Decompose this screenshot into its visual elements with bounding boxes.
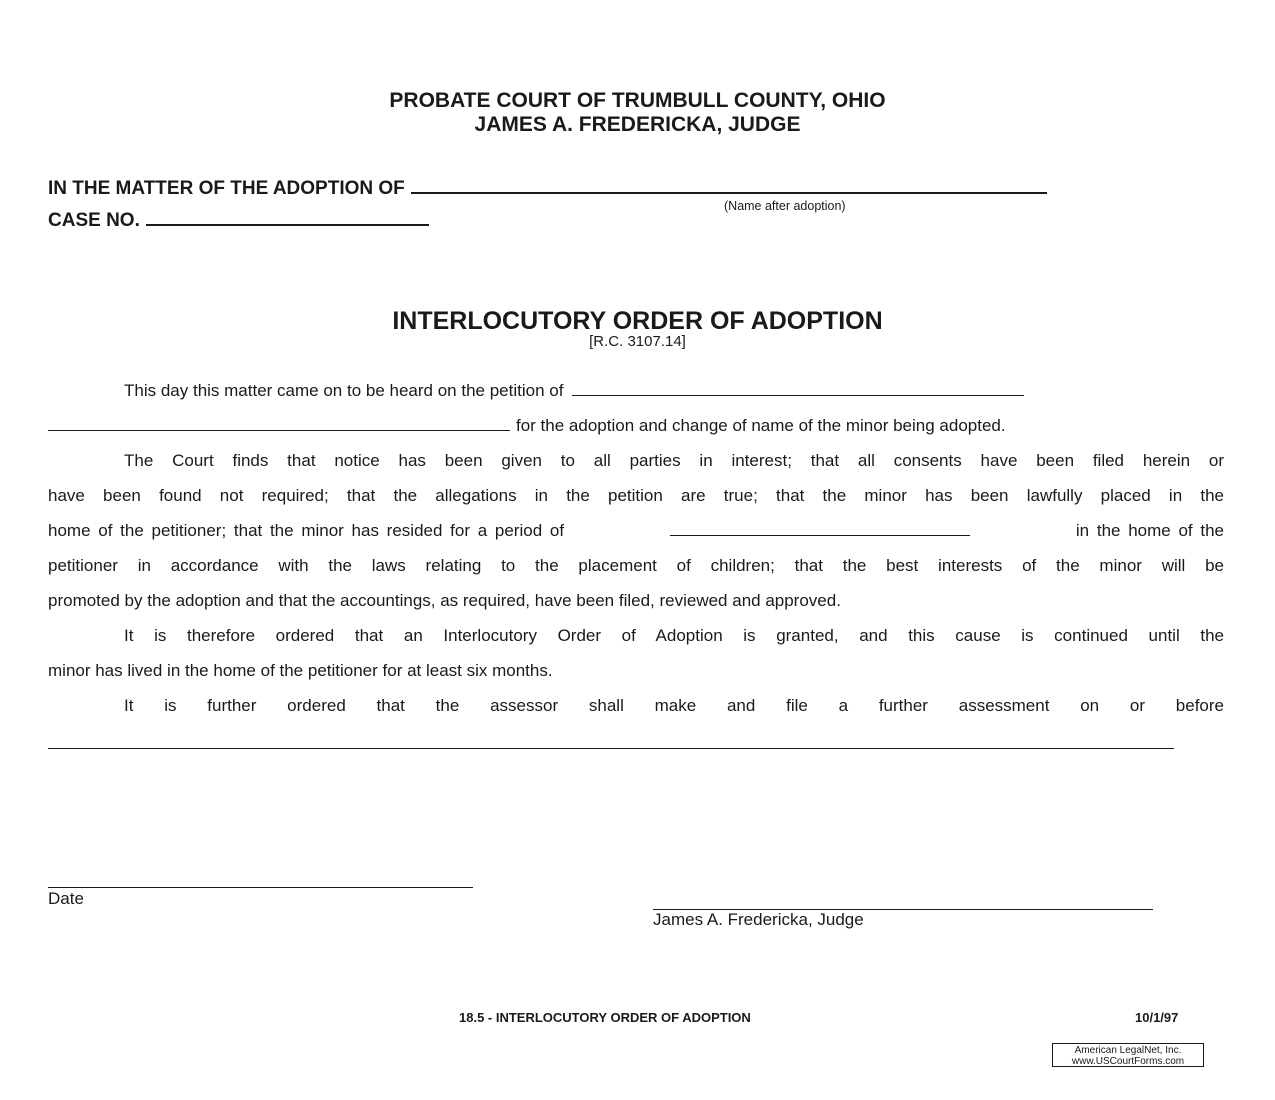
matter-caption — [48, 178, 1047, 200]
name-after-adoption-hint: (Name after adoption) — [724, 199, 846, 213]
court-name: PROBATE COURT OF TRUMBULL COUNTY, OHIO — [389, 89, 886, 112]
document-title: INTERLOCUTORY ORDER OF ADOPTION — [392, 307, 883, 335]
paragraph-1-line-2 — [48, 416, 1224, 436]
case-number-field[interactable] — [146, 223, 429, 226]
publisher-name: American LegalNet, Inc. — [1074, 1045, 1182, 1056]
paragraph-2-line-2: have been found not required; that the allegations in the petition are true; that the minor has been lawfully placed in the — [48, 486, 1224, 505]
publisher-box — [1052, 1043, 1204, 1067]
case-number-caption — [48, 210, 429, 232]
case-number-label: CASE NO. — [48, 210, 140, 231]
date-label: Date — [48, 889, 84, 908]
judge-signature-label: James A. Fredericka, Judge — [653, 910, 864, 929]
paragraph-1-line-1 — [48, 381, 1224, 401]
adoptee-name-field[interactable] — [411, 191, 1047, 194]
paragraph-2-line-4: petitioner in accordance with the laws relating to the placement of children; that the best interests of the minor will be — [48, 556, 1224, 575]
adoption-purpose-text: for the adoption and change of name of the minor being adopted. — [516, 416, 1006, 435]
form-revision-date: 10/1/97 — [1135, 1010, 1179, 1025]
publisher-url: www.USCourtForms.com — [1071, 1056, 1185, 1067]
matter-label: IN THE MATTER OF THE ADOPTION OF — [48, 178, 405, 199]
statute-reference: [R.C. 3107.14] — [589, 333, 686, 350]
petitioner-name-field[interactable] — [572, 381, 1024, 396]
paragraph-2-line-3 — [48, 521, 1224, 541]
date-signature-line[interactable] — [48, 887, 473, 888]
residence-period-field[interactable] — [670, 521, 970, 536]
residence-text: home of the petitioner; that the minor has resided for a period of — [48, 521, 565, 540]
home-of-text: in the home of the — [1075, 521, 1224, 540]
form-number-title: 18.5 - INTERLOCUTORY ORDER OF ADOPTION — [459, 1010, 751, 1025]
assessment-date-field[interactable] — [48, 748, 1174, 749]
judge-heading: JAMES A. FREDERICKA, JUDGE — [474, 113, 801, 136]
paragraph-3-line-1: It is therefore ordered that an Interlocutory Order of Adoption is granted, and this cause is continued until the — [124, 626, 1224, 645]
paragraph-4-line-1: It is further ordered that the assessor shall make and file a further assessment on or before — [124, 696, 1224, 715]
paragraph-2-line-1: The Court finds that notice has been given to all parties in interest; that all consents have been filed herein or — [124, 451, 1224, 470]
paragraph-3-line-2: minor has lived in the home of the petitioner for at least six months. — [48, 661, 553, 680]
paragraph-2-line-5: promoted by the adoption and that the accountings, as required, have been filed, reviewed and approved. — [48, 591, 841, 610]
petitioner-name-field-continued[interactable] — [48, 416, 510, 431]
petition-text: This day this matter came on to be heard on the petition of — [124, 381, 564, 400]
